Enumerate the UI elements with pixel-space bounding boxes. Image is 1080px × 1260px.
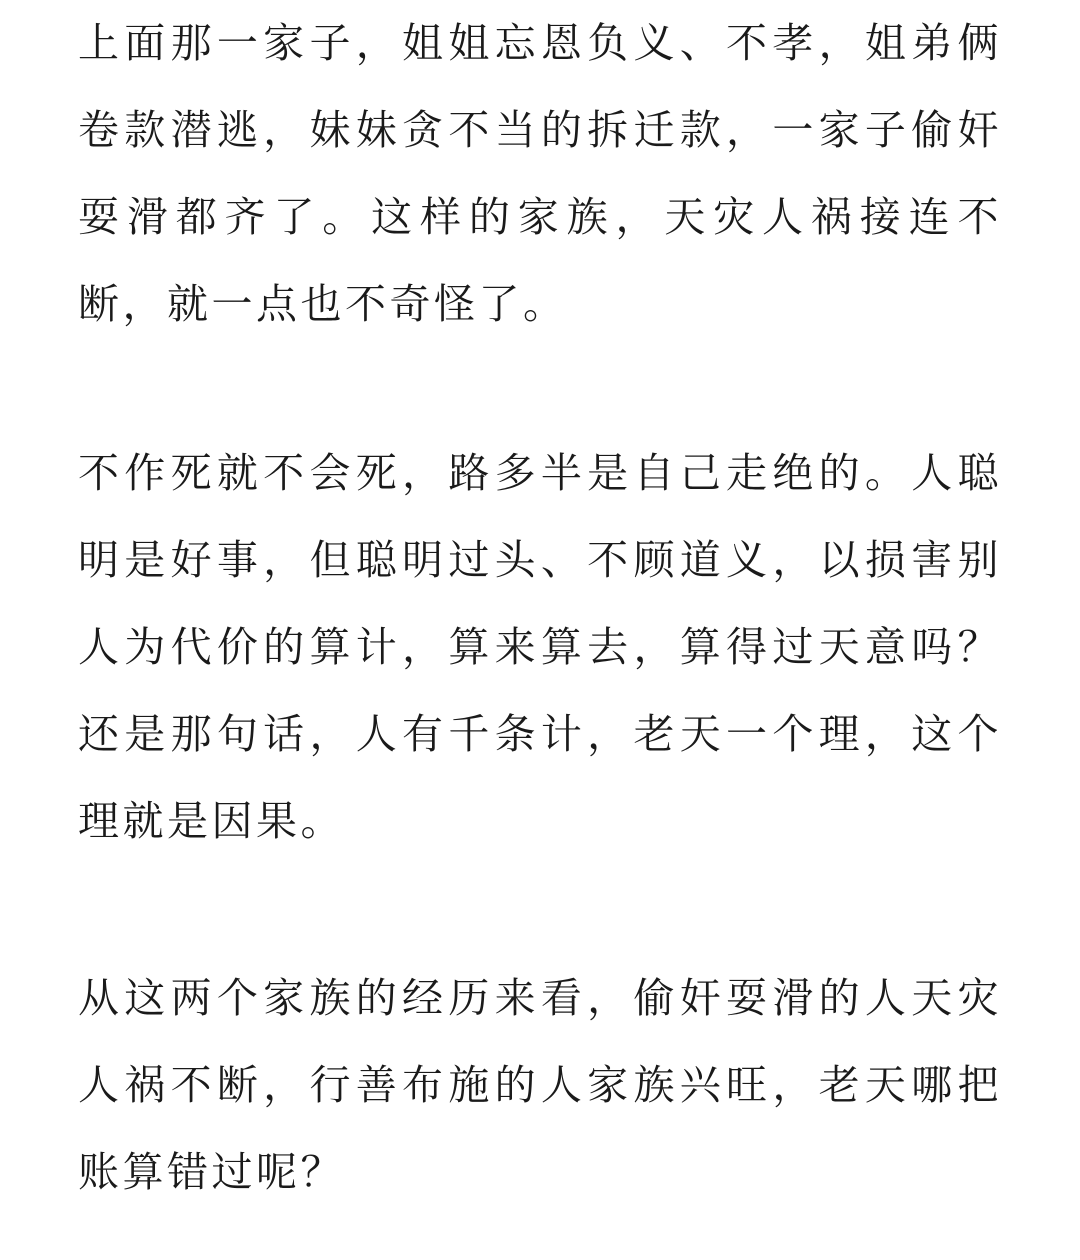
paragraph: 上面那一家子，姐姐忘恩负义、不孝，姐弟俩卷款潜逃，妹妹贪不当的拆迁款，一家子偷奸耍滑都齐了。这样的家族，天灾人祸接连不断，就一点也不奇怪了。: [78, 19, 1002, 328]
paragraph: 不作死就不会死，路多半是自己走绝的。人聪明是好事，但聪明过头、不顾道义，以损害别人为代价的算计，算来算去，算得过天意吗？还是那句话，人有千条计，老天一个理，这个理就是因果。: [78, 449, 1002, 845]
paragraph: 从这两个家族的经历来看，偷奸耍滑的人天灾人祸不断，行善布施的人家族兴旺，老天哪把账算错过呢？: [78, 974, 1002, 1196]
